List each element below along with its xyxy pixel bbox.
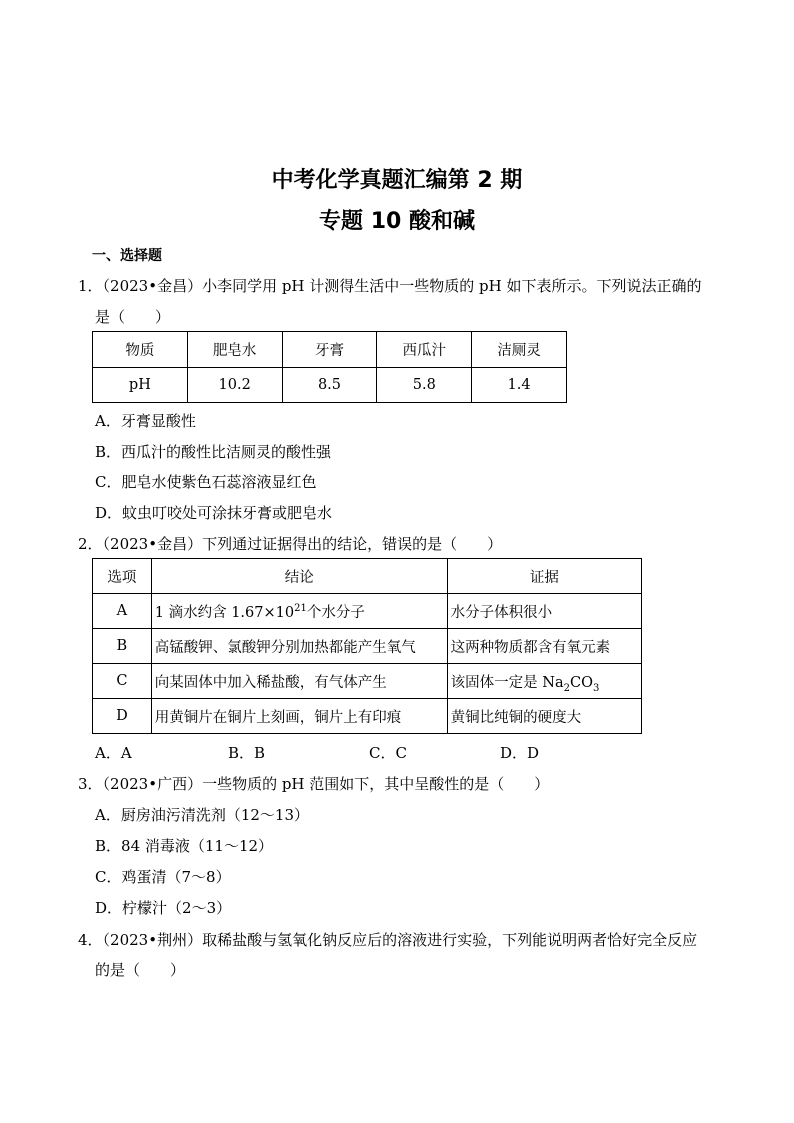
table-cell: 用黄铜片在铜片上刻画，铜片上有印痕 bbox=[151, 699, 447, 734]
table-cell: A bbox=[93, 594, 152, 629]
table-cell bbox=[151, 594, 447, 629]
table-cell: pH bbox=[93, 368, 188, 403]
table-cell: B bbox=[93, 629, 152, 664]
table-cell: 8.5 bbox=[282, 368, 377, 403]
subscript: 2 bbox=[563, 682, 570, 694]
question-2-option-a: A．A bbox=[95, 744, 132, 762]
table-cell: 牙膏 bbox=[282, 332, 377, 368]
table-cell: C bbox=[93, 664, 152, 699]
page-subtitle: 专题 10 酸和碱 bbox=[319, 209, 475, 234]
table-cell: 选项 bbox=[93, 559, 152, 594]
question-2-stem: 2．（2023•金昌）下列通过证据得出的结论，错误的是（ ） bbox=[78, 535, 503, 553]
table-cell: 黄铜比纯铜的硬度大 bbox=[447, 699, 641, 734]
question-2-option-d: D．D bbox=[500, 744, 540, 762]
subscript: 3 bbox=[592, 682, 600, 694]
table-cell: 1.4 bbox=[472, 368, 567, 403]
question-1-stem-cont: 是（ ） bbox=[95, 308, 171, 326]
table-cell: 10.2 bbox=[187, 368, 282, 403]
question-1-option-a: A．牙膏显酸性 bbox=[95, 412, 196, 430]
table-cell: 西瓜汁 bbox=[377, 332, 472, 368]
question-1-option-d: D．蚊虫叮咬处可涂抹牙膏或肥皂水 bbox=[95, 504, 333, 522]
table-cell: 水分子体积很小 bbox=[447, 594, 641, 629]
question-4-stem: 4．（2023•荆州）取稀盐酸与氢氧化钠反应后的溶液进行实验，下列能说明两者恰好完全反应 bbox=[78, 931, 698, 949]
table-cell: 结论 bbox=[151, 559, 447, 594]
table-cell: D bbox=[93, 699, 152, 734]
question-2-table bbox=[92, 558, 642, 734]
cell-text: 该固体一定是 Na bbox=[450, 674, 564, 691]
table-header-row bbox=[93, 559, 642, 594]
table-cell: 向某固体中加入稀盐酸，有气体产生 bbox=[151, 664, 447, 699]
table-cell: 物质 bbox=[93, 332, 188, 368]
question-1-stem: 1．（2023•金昌）小李同学用 pH 计测得生活中一些物质的 pH 如下表所示。下列说法正确的 bbox=[78, 277, 702, 295]
table-row bbox=[93, 699, 642, 734]
question-1-option-c: C．肥皂水使紫色石蕊溶液显红色 bbox=[95, 473, 317, 491]
page-title: 中考化学真题汇编第 2 期 bbox=[271, 168, 523, 193]
cell-text: 1 滴水约含 1.67×10 bbox=[154, 604, 295, 621]
table-header-row bbox=[93, 332, 567, 368]
question-3-option-a: A．厨房油污清洗剂（12～13） bbox=[95, 806, 310, 824]
table-cell bbox=[447, 664, 641, 699]
table-row bbox=[93, 629, 642, 664]
question-3-option-b: B．84 消毒液（11～12） bbox=[95, 837, 274, 855]
table-row bbox=[93, 368, 567, 403]
table-row bbox=[93, 664, 642, 699]
section-heading: 一、选择题 bbox=[92, 248, 162, 264]
cell-text: 个水分子 bbox=[306, 604, 365, 621]
superscript: 21 bbox=[294, 602, 307, 614]
question-1-table bbox=[92, 331, 567, 403]
question-3-option-d: D．柠檬汁（2～3） bbox=[95, 899, 232, 917]
table-cell: 这两种物质都含有氧元素 bbox=[447, 629, 641, 664]
table-cell: 洁厕灵 bbox=[472, 332, 567, 368]
question-4-stem-cont: 的是（ ） bbox=[95, 961, 186, 979]
question-1-option-b: B．西瓜汁的酸性比洁厕灵的酸性强 bbox=[95, 443, 332, 461]
table-cell: 证据 bbox=[447, 559, 641, 594]
question-3-stem: 3．（2023•广西）一些物质的 pH 范围如下，其中呈酸性的是（ ） bbox=[78, 775, 550, 793]
question-2-option-b: B．B bbox=[228, 744, 266, 762]
cell-text: CO bbox=[569, 674, 593, 691]
table-cell: 高锰酸钾、氯酸钾分别加热都能产生氧气 bbox=[151, 629, 447, 664]
table-cell: 5.8 bbox=[377, 368, 472, 403]
question-3-option-c: C．鸡蛋清（7～8） bbox=[95, 868, 231, 886]
table-row bbox=[93, 594, 642, 629]
table-cell: 肥皂水 bbox=[187, 332, 282, 368]
question-2-option-c: C．C bbox=[369, 744, 407, 762]
